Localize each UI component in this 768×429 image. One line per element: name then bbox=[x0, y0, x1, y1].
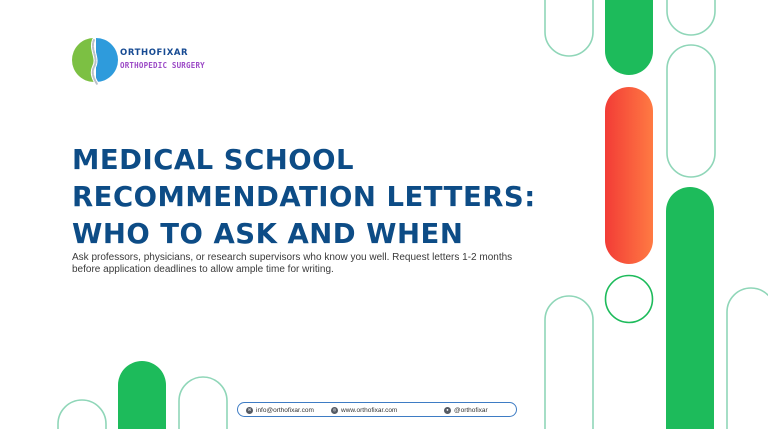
contact-social-text: @orthofixar bbox=[454, 406, 488, 414]
deco-pill-red bbox=[605, 87, 653, 264]
title-line-3: WHO TO ASK AND WHEN bbox=[72, 218, 464, 250]
deco-pill-outline-3 bbox=[667, 45, 715, 177]
contact-social[interactable] bbox=[444, 404, 488, 416]
deco-pill-green-3 bbox=[118, 361, 166, 429]
deco-pill-green-2 bbox=[666, 187, 714, 429]
contact-website[interactable] bbox=[331, 404, 397, 416]
email-icon: ✉ bbox=[247, 407, 252, 412]
deco-pill-outline-6 bbox=[58, 400, 106, 429]
contact-bar bbox=[237, 402, 517, 417]
contact-website-text: www.orthofixar.com bbox=[341, 406, 398, 414]
logo-mark-icon bbox=[72, 36, 120, 86]
user-icon: ● bbox=[444, 407, 451, 414]
deco-pill-outline-5 bbox=[727, 288, 768, 429]
contact-email-text: info@orthofixar.com bbox=[256, 406, 314, 414]
globe-icon: ◎ bbox=[332, 407, 337, 412]
title-line-1: MEDICAL SCHOOL bbox=[72, 144, 355, 176]
brand-tagline: ORTHOPEDIC SURGERY bbox=[120, 61, 205, 70]
brand-name: ORTHOFIXAR bbox=[120, 48, 189, 58]
page-title bbox=[72, 142, 542, 253]
deco-pill-outline-7 bbox=[179, 377, 227, 429]
contact-email[interactable] bbox=[246, 404, 314, 416]
deco-circle-outline bbox=[606, 276, 653, 323]
deco-pill-green-1 bbox=[605, 0, 653, 75]
subtitle-text: Ask professors, physicians, or research supervisors who know you well. Request letters 1-2 months before application deadlines to allow ample time for writing. bbox=[72, 252, 513, 275]
deco-pill-outline-4 bbox=[545, 296, 593, 429]
brand-logo[interactable] bbox=[72, 36, 222, 88]
deco-pill-outline-1 bbox=[545, 0, 593, 56]
title-line-2: RECOMMENDATION LETTERS: bbox=[72, 181, 536, 213]
deco-pill-outline-2 bbox=[667, 0, 715, 35]
